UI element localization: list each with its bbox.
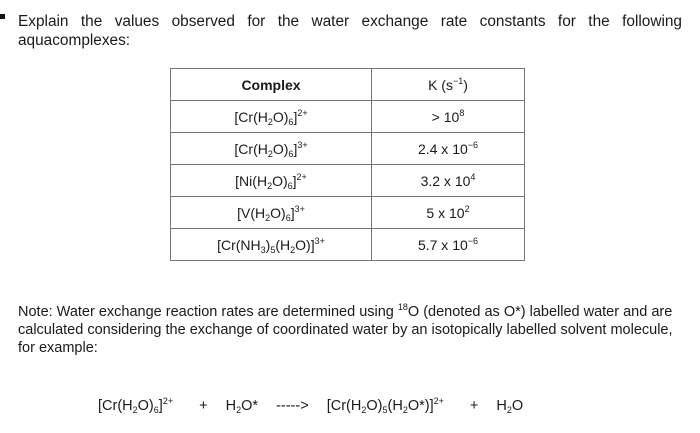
equation-product-2: $H_2O$: [496, 398, 524, 415]
header-k: K $(s^{-1})$: [372, 69, 525, 101]
note-text: Note: Water exchange reaction rates are determined using $^{18}$O (denoted as O*) labelled water and are calculated considering the exchange of coordinated water by an isotopically labelled solvent molecule, for example:: [18, 302, 673, 356]
table-row: [171, 133, 525, 165]
table-row: [171, 197, 525, 229]
equation-arrow: ----->: [276, 398, 309, 414]
header-complex: Complex: [171, 69, 372, 101]
table-header-row: [171, 69, 525, 101]
k-cell: 2.4 x $10^{-6}$: [372, 133, 525, 165]
k-cell: 5 x $10^2$: [372, 197, 525, 229]
k-cell: 5.7 x $10^{-6}$: [372, 229, 525, 261]
complex-cell: $[V(H_2O)_6]^{3+}$: [171, 197, 372, 229]
table-row: [171, 229, 525, 261]
complex-cell: $[Ni(H_2O)_6]^{2+}$: [171, 165, 372, 197]
equation-plus-2: +: [469, 398, 479, 414]
equation-plus-1: +: [199, 398, 208, 414]
equation-reactant-1: $[Cr(H_2O)_6]^{2+}$: [98, 396, 174, 415]
complex-cell: $[Cr(H_2O)_6]^{2+}$: [171, 101, 372, 133]
equation-reactant-2: $H_2O*$: [225, 398, 259, 415]
table-row: [171, 165, 525, 197]
complex-cell: $[Cr(H_2O)_6]^{3+}$: [171, 133, 372, 165]
question-text: Explain the values observed for the water exchange rate constants for the following aquacomplexes:: [18, 13, 682, 49]
complex-cell: $[Cr(NH_3)_5(H_2O)]^{3+}$: [171, 229, 372, 261]
k-cell: > $10^8$: [372, 101, 525, 133]
k-cell: 3.2 x $10^4$: [372, 165, 525, 197]
table-row: [171, 101, 525, 133]
example-equation: [98, 398, 523, 414]
bullet-marker: [0, 14, 5, 19]
rate-constant-table: [170, 68, 525, 261]
equation-product-1: $[Cr(H_2O)_5(H_2O*)]^{2+}$: [326, 396, 444, 415]
